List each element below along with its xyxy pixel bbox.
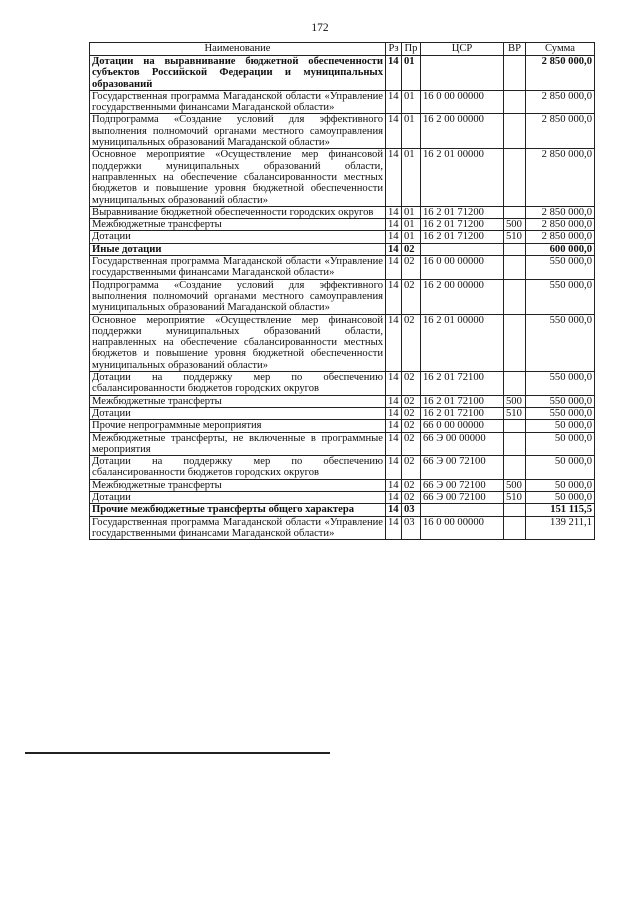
- cell-csr: [421, 504, 504, 516]
- cell-csr: 16 2 00 00000: [421, 114, 504, 149]
- budget-table: [89, 42, 595, 540]
- cell-pr: 02: [402, 420, 421, 432]
- table-row: [90, 456, 595, 480]
- cell-sum: 50 000,0: [526, 456, 595, 480]
- cell-sum: 2 850 000,0: [526, 114, 595, 149]
- cell-rz: 14: [386, 516, 402, 540]
- cell-vr: [504, 516, 526, 540]
- table-row: [90, 279, 595, 314]
- cell-pr: 01: [402, 56, 421, 91]
- cell-rz: 14: [386, 114, 402, 149]
- cell-csr: 66 Э 00 72100: [421, 479, 504, 491]
- cell-csr: 66 0 00 00000: [421, 420, 504, 432]
- cell-vr: [504, 504, 526, 516]
- table-row: [90, 314, 595, 371]
- cell-name: Дотации: [90, 407, 386, 419]
- cell-pr: 01: [402, 149, 421, 206]
- cell-vr: [504, 114, 526, 149]
- cell-sum: 2 850 000,0: [526, 90, 595, 114]
- cell-rz: 14: [386, 395, 402, 407]
- cell-pr: 01: [402, 206, 421, 218]
- cell-csr: 16 2 01 71200: [421, 231, 504, 243]
- cell-rz: 14: [386, 407, 402, 419]
- cell-vr: 510: [504, 407, 526, 419]
- cell-name: Дотации на выравнивание бюджетной обеспеченности субъектов Российской Федерации и муниципальных образований: [90, 56, 386, 91]
- cell-rz: 14: [386, 149, 402, 206]
- cell-csr: 16 2 01 72100: [421, 395, 504, 407]
- cell-csr: 16 2 01 72100: [421, 407, 504, 419]
- cell-rz: 14: [386, 456, 402, 480]
- cell-rz: 14: [386, 256, 402, 280]
- cell-pr: 02: [402, 279, 421, 314]
- cell-name: Дотации: [90, 491, 386, 503]
- cell-pr: 02: [402, 256, 421, 280]
- cell-vr: [504, 432, 526, 456]
- cell-rz: 14: [386, 56, 402, 91]
- cell-sum: 550 000,0: [526, 256, 595, 280]
- cell-pr: 01: [402, 231, 421, 243]
- cell-pr: 02: [402, 243, 421, 255]
- cell-rz: 14: [386, 219, 402, 231]
- cell-name: Государственная программа Магаданской области «Управление государственными финансами Магаданской области»: [90, 90, 386, 114]
- table-row: [90, 479, 595, 491]
- cell-name: Межбюджетные трансферты: [90, 395, 386, 407]
- header-name: Наименование: [90, 43, 386, 56]
- cell-name: Основное мероприятие «Осуществление мер финансовой поддержки муниципальных образований области, направленных на обеспечение сбалансированности местных бюджетов и повышение уровня бюджетной обеспеченности муниципальных образований области»: [90, 149, 386, 206]
- table-row: [90, 504, 595, 516]
- cell-pr: 02: [402, 314, 421, 371]
- cell-rz: 14: [386, 372, 402, 396]
- cell-sum: 550 000,0: [526, 372, 595, 396]
- cell-name: Дотации на поддержку мер по обеспечению сбалансированности бюджетов городских округов: [90, 372, 386, 396]
- cell-vr: 500: [504, 479, 526, 491]
- cell-sum: 151 115,5: [526, 504, 595, 516]
- cell-csr: 66 Э 00 00000: [421, 432, 504, 456]
- cell-name: Дотации на поддержку мер по обеспечению сбалансированности бюджетов городских округов: [90, 456, 386, 480]
- cell-name: Основное мероприятие «Осуществление мер финансовой поддержки муниципальных образований области, направленных на обеспечение сбалансированности местных бюджетов и повышение уровня бюджетной обеспеченности муниципальных образований области»: [90, 314, 386, 371]
- cell-sum: 2 850 000,0: [526, 206, 595, 218]
- table-row: [90, 256, 595, 280]
- cell-vr: [504, 90, 526, 114]
- cell-pr: 01: [402, 219, 421, 231]
- cell-rz: 14: [386, 279, 402, 314]
- table-row: [90, 149, 595, 206]
- cell-sum: 550 000,0: [526, 407, 595, 419]
- cell-vr: [504, 243, 526, 255]
- header-csr: ЦСР: [421, 43, 504, 56]
- table-row: [90, 219, 595, 231]
- cell-pr: 02: [402, 395, 421, 407]
- cell-vr: [504, 149, 526, 206]
- cell-pr: 01: [402, 90, 421, 114]
- header-pr: Пр: [402, 43, 421, 56]
- cell-sum: 550 000,0: [526, 314, 595, 371]
- header-rz: Рз: [386, 43, 402, 56]
- table-row: [90, 231, 595, 243]
- cell-vr: 510: [504, 231, 526, 243]
- cell-sum: 2 850 000,0: [526, 231, 595, 243]
- cell-name: Межбюджетные трансферты, не включенные в программные мероприятия: [90, 432, 386, 456]
- table-row: [90, 90, 595, 114]
- cell-vr: [504, 456, 526, 480]
- cell-vr: 500: [504, 395, 526, 407]
- cell-name: Государственная программа Магаданской области «Управление государственными финансами Магаданской области»: [90, 516, 386, 540]
- cell-csr: [421, 243, 504, 255]
- cell-vr: [504, 256, 526, 280]
- header-sum: Сумма: [526, 43, 595, 56]
- cell-sum: 50 000,0: [526, 420, 595, 432]
- cell-sum: 50 000,0: [526, 479, 595, 491]
- cell-csr: 66 Э 00 72100: [421, 456, 504, 480]
- cell-vr: [504, 279, 526, 314]
- cell-rz: 14: [386, 206, 402, 218]
- cell-rz: 14: [386, 243, 402, 255]
- cell-sum: 139 211,1: [526, 516, 595, 540]
- cell-name: Государственная программа Магаданской области «Управление государственными финансами Магаданской области»: [90, 256, 386, 280]
- cell-sum: 2 850 000,0: [526, 149, 595, 206]
- cell-name: Прочие непрограммные мероприятия: [90, 420, 386, 432]
- cell-csr: 16 2 01 72100: [421, 372, 504, 396]
- cell-name: Выравнивание бюджетной обеспеченности городских округов: [90, 206, 386, 218]
- cell-csr: 66 Э 00 72100: [421, 491, 504, 503]
- cell-vr: 500: [504, 219, 526, 231]
- cell-rz: 14: [386, 314, 402, 371]
- cell-sum: 600 000,0: [526, 243, 595, 255]
- table-row: [90, 114, 595, 149]
- cell-pr: 02: [402, 372, 421, 396]
- cell-pr: 02: [402, 479, 421, 491]
- cell-pr: 02: [402, 456, 421, 480]
- cell-name: Дотации: [90, 231, 386, 243]
- cell-sum: 2 850 000,0: [526, 219, 595, 231]
- cell-sum: 50 000,0: [526, 491, 595, 503]
- cell-sum: 550 000,0: [526, 279, 595, 314]
- cell-csr: 16 2 01 71200: [421, 206, 504, 218]
- cell-vr: [504, 372, 526, 396]
- cell-name: Подпрограмма «Создание условий для эффективного выполнения полномочий органами местного самоуправления муниципальных образований Магаданской области»: [90, 279, 386, 314]
- page-number: 172: [311, 22, 329, 34]
- table-row: [90, 432, 595, 456]
- cell-name: Межбюджетные трансферты: [90, 479, 386, 491]
- footer-rule: [25, 752, 330, 754]
- cell-sum: 50 000,0: [526, 432, 595, 456]
- cell-csr: [421, 56, 504, 91]
- cell-sum: 2 850 000,0: [526, 56, 595, 91]
- cell-vr: [504, 206, 526, 218]
- table-row: [90, 420, 595, 432]
- table-row: [90, 491, 595, 503]
- cell-csr: 16 2 01 71200: [421, 219, 504, 231]
- cell-vr: 510: [504, 491, 526, 503]
- cell-csr: 16 0 00 00000: [421, 90, 504, 114]
- cell-csr: 16 0 00 00000: [421, 256, 504, 280]
- header-vr: ВР: [504, 43, 526, 56]
- cell-name: Иные дотации: [90, 243, 386, 255]
- cell-vr: [504, 314, 526, 371]
- table-header-row: [90, 43, 595, 56]
- table-row: [90, 395, 595, 407]
- cell-pr: 03: [402, 516, 421, 540]
- cell-rz: 14: [386, 479, 402, 491]
- cell-rz: 14: [386, 504, 402, 516]
- cell-pr: 01: [402, 114, 421, 149]
- cell-rz: 14: [386, 231, 402, 243]
- cell-rz: 14: [386, 90, 402, 114]
- cell-csr: 16 0 00 00000: [421, 516, 504, 540]
- table-row: [90, 516, 595, 540]
- cell-name: Межбюджетные трансферты: [90, 219, 386, 231]
- cell-csr: 16 2 01 00000: [421, 314, 504, 371]
- table-row: [90, 407, 595, 419]
- cell-vr: [504, 420, 526, 432]
- cell-name: Прочие межбюджетные трансферты общего характера: [90, 504, 386, 516]
- table-row: [90, 206, 595, 218]
- cell-pr: 02: [402, 432, 421, 456]
- cell-csr: 16 2 00 00000: [421, 279, 504, 314]
- cell-sum: 550 000,0: [526, 395, 595, 407]
- cell-rz: 14: [386, 420, 402, 432]
- cell-rz: 14: [386, 491, 402, 503]
- cell-csr: 16 2 01 00000: [421, 149, 504, 206]
- table-row: [90, 243, 595, 255]
- cell-name: Подпрограмма «Создание условий для эффективного выполнения полномочий органами местного самоуправления муниципальных образований Магаданской области»: [90, 114, 386, 149]
- table-row: [90, 372, 595, 396]
- cell-pr: 02: [402, 407, 421, 419]
- cell-pr: 03: [402, 504, 421, 516]
- cell-vr: [504, 56, 526, 91]
- cell-pr: 02: [402, 491, 421, 503]
- cell-rz: 14: [386, 432, 402, 456]
- table-row: [90, 56, 595, 91]
